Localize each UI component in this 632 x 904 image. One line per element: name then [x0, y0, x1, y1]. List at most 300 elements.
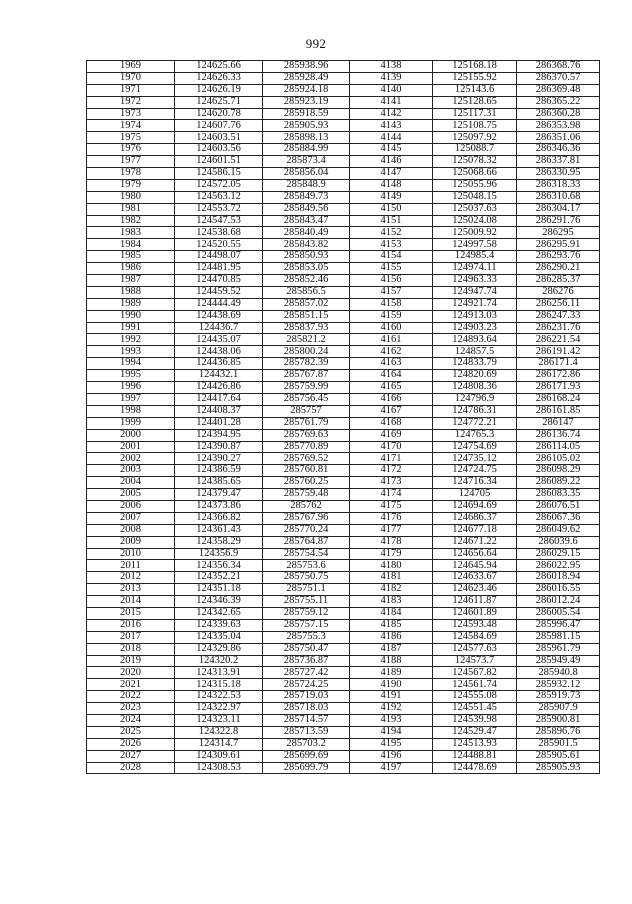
y-coordinate-left: 285699.69 — [263, 750, 350, 762]
y-coordinate-right: 286039.6 — [517, 536, 600, 548]
y-coordinate-left: 285918.59 — [263, 108, 350, 120]
x-coordinate-right: 125155.92 — [433, 72, 517, 84]
y-coordinate-right: 286291.76 — [517, 215, 600, 227]
y-coordinate-left: 285898.13 — [263, 132, 350, 144]
point-number-right: 4175 — [350, 500, 433, 512]
y-coordinate-right: 286005.54 — [517, 607, 600, 619]
point-number-right: 4169 — [350, 429, 433, 441]
y-coordinate-right: 286365.22 — [517, 96, 600, 108]
y-coordinate-right: 285900.81 — [517, 714, 600, 726]
x-coordinate-right: 124677.18 — [433, 524, 517, 536]
y-coordinate-right: 286310.68 — [517, 191, 600, 203]
point-number-right: 4156 — [350, 275, 433, 287]
x-coordinate-right: 124539.98 — [433, 714, 517, 726]
x-coordinate-left: 124379.47 — [175, 489, 263, 501]
x-coordinate-left: 124601.51 — [175, 156, 263, 168]
table-row — [87, 643, 600, 655]
y-coordinate-right: 285981.15 — [517, 631, 600, 643]
x-coordinate-left: 124386.59 — [175, 465, 263, 477]
y-coordinate-left: 285770.89 — [263, 441, 350, 453]
y-coordinate-right: 286114.05 — [517, 441, 600, 453]
table-row — [87, 560, 600, 572]
point-number-left: 1988 — [87, 286, 175, 298]
table-row — [87, 607, 600, 619]
y-coordinate-right: 286067.36 — [517, 512, 600, 524]
y-coordinate-left: 285764.87 — [263, 536, 350, 548]
point-number-right: 4150 — [350, 203, 433, 215]
point-number-right: 4191 — [350, 691, 433, 703]
x-coordinate-left: 124553.72 — [175, 203, 263, 215]
point-number-left: 2015 — [87, 607, 175, 619]
point-number-left: 2020 — [87, 667, 175, 679]
y-coordinate-left: 285856.5 — [263, 286, 350, 298]
y-coordinate-right: 286231.76 — [517, 322, 600, 334]
y-coordinate-left: 285849.73 — [263, 191, 350, 203]
x-coordinate-right: 125078.32 — [433, 156, 517, 168]
table-row — [87, 370, 600, 382]
point-number-right: 4162 — [350, 346, 433, 358]
y-coordinate-left: 285852.46 — [263, 275, 350, 287]
x-coordinate-left: 124444.49 — [175, 298, 263, 310]
y-coordinate-left: 285753.6 — [263, 560, 350, 572]
point-number-right: 4171 — [350, 453, 433, 465]
point-number-right: 4163 — [350, 358, 433, 370]
x-coordinate-right: 125143.6 — [433, 84, 517, 96]
y-coordinate-right: 286295.91 — [517, 239, 600, 251]
point-number-left: 1997 — [87, 393, 175, 405]
x-coordinate-right: 124808.36 — [433, 382, 517, 394]
x-coordinate-right: 124551.45 — [433, 703, 517, 715]
x-coordinate-left: 124625.66 — [175, 61, 263, 73]
y-coordinate-right: 285905.61 — [517, 750, 600, 762]
x-coordinate-right: 124633.67 — [433, 572, 517, 584]
table-row — [87, 120, 600, 132]
point-number-left: 2024 — [87, 714, 175, 726]
table-row — [87, 322, 600, 334]
point-number-left: 1985 — [87, 251, 175, 263]
y-coordinate-right: 286368.76 — [517, 61, 600, 73]
x-coordinate-left: 124329.86 — [175, 643, 263, 655]
x-coordinate-right: 125055.96 — [433, 179, 517, 191]
point-number-right: 4145 — [350, 144, 433, 156]
y-coordinate-left: 285800.24 — [263, 346, 350, 358]
table-row — [87, 334, 600, 346]
x-coordinate-right: 124903.23 — [433, 322, 517, 334]
y-coordinate-left: 285714.57 — [263, 714, 350, 726]
x-coordinate-right: 125088.7 — [433, 144, 517, 156]
x-coordinate-right: 124623.46 — [433, 584, 517, 596]
x-coordinate-left: 124408.37 — [175, 405, 263, 417]
x-coordinate-left: 124572.05 — [175, 179, 263, 191]
x-coordinate-right: 124754.69 — [433, 441, 517, 453]
y-coordinate-right: 286360.28 — [517, 108, 600, 120]
x-coordinate-right: 124735.12 — [433, 453, 517, 465]
point-number-right: 4164 — [350, 370, 433, 382]
point-number-left: 2001 — [87, 441, 175, 453]
x-coordinate-left: 124366.82 — [175, 512, 263, 524]
x-coordinate-right: 124963.33 — [433, 275, 517, 287]
y-coordinate-left: 285724.25 — [263, 679, 350, 691]
y-coordinate-right: 286285.37 — [517, 275, 600, 287]
x-coordinate-right: 124577.63 — [433, 643, 517, 655]
y-coordinate-left: 285849.56 — [263, 203, 350, 215]
point-number-left: 1992 — [87, 334, 175, 346]
x-coordinate-right: 124601.89 — [433, 607, 517, 619]
x-coordinate-right: 124656.64 — [433, 548, 517, 560]
point-number-right: 4140 — [350, 84, 433, 96]
y-coordinate-right: 286191.42 — [517, 346, 600, 358]
point-number-right: 4173 — [350, 477, 433, 489]
table-row — [87, 72, 600, 84]
point-number-left: 2002 — [87, 453, 175, 465]
x-coordinate-left: 124603.56 — [175, 144, 263, 156]
y-coordinate-right: 286105.02 — [517, 453, 600, 465]
y-coordinate-right: 285932.12 — [517, 679, 600, 691]
y-coordinate-left: 285843.47 — [263, 215, 350, 227]
x-coordinate-right: 124488.81 — [433, 750, 517, 762]
y-coordinate-left: 285853.05 — [263, 263, 350, 275]
x-coordinate-left: 124394.95 — [175, 429, 263, 441]
y-coordinate-right: 286256.11 — [517, 298, 600, 310]
point-number-left: 1982 — [87, 215, 175, 227]
point-number-left: 2008 — [87, 524, 175, 536]
y-coordinate-left: 285856.04 — [263, 168, 350, 180]
point-number-right: 4183 — [350, 596, 433, 608]
table-row — [87, 691, 600, 703]
y-coordinate-right: 286353.98 — [517, 120, 600, 132]
x-coordinate-left: 124481.95 — [175, 263, 263, 275]
point-number-right: 4189 — [350, 667, 433, 679]
x-coordinate-right: 124921.74 — [433, 298, 517, 310]
table-row — [87, 132, 600, 144]
point-number-right: 4168 — [350, 417, 433, 429]
table-row — [87, 738, 600, 750]
point-number-right: 4142 — [350, 108, 433, 120]
y-coordinate-left: 285703.2 — [263, 738, 350, 750]
x-coordinate-left: 124314.7 — [175, 738, 263, 750]
point-number-left: 2014 — [87, 596, 175, 608]
y-coordinate-right: 286171.93 — [517, 382, 600, 394]
y-coordinate-right: 286276 — [517, 286, 600, 298]
y-coordinate-left: 285923.19 — [263, 96, 350, 108]
x-coordinate-left: 124361.43 — [175, 524, 263, 536]
point-number-left: 2007 — [87, 512, 175, 524]
x-coordinate-left: 124436.7 — [175, 322, 263, 334]
x-coordinate-left: 124603.51 — [175, 132, 263, 144]
point-number-right: 4190 — [350, 679, 433, 691]
point-number-left: 1998 — [87, 405, 175, 417]
table-row — [87, 263, 600, 275]
point-number-left: 1975 — [87, 132, 175, 144]
x-coordinate-left: 124351.18 — [175, 584, 263, 596]
y-coordinate-right: 286369.48 — [517, 84, 600, 96]
y-coordinate-left: 285782.39 — [263, 358, 350, 370]
point-number-left: 2006 — [87, 500, 175, 512]
x-coordinate-right: 124772.21 — [433, 417, 517, 429]
x-coordinate-left: 124538.68 — [175, 227, 263, 239]
y-coordinate-left: 285719.03 — [263, 691, 350, 703]
point-number-right: 4187 — [350, 643, 433, 655]
point-number-left: 2026 — [87, 738, 175, 750]
table-row — [87, 762, 600, 774]
table-row — [87, 596, 600, 608]
point-number-right: 4180 — [350, 560, 433, 572]
point-number-right: 4161 — [350, 334, 433, 346]
x-coordinate-left: 124438.69 — [175, 310, 263, 322]
x-coordinate-left: 124563.12 — [175, 191, 263, 203]
point-number-right: 4165 — [350, 382, 433, 394]
point-number-left: 1980 — [87, 191, 175, 203]
y-coordinate-left: 285750.75 — [263, 572, 350, 584]
x-coordinate-left: 124459.52 — [175, 286, 263, 298]
point-number-right: 4181 — [350, 572, 433, 584]
table-row — [87, 191, 600, 203]
x-coordinate-right: 124974.11 — [433, 263, 517, 275]
point-number-right: 4166 — [350, 393, 433, 405]
point-number-left: 1987 — [87, 275, 175, 287]
point-number-right: 4148 — [350, 179, 433, 191]
point-number-left: 2025 — [87, 726, 175, 738]
x-coordinate-right: 125097.92 — [433, 132, 517, 144]
x-coordinate-left: 124385.65 — [175, 477, 263, 489]
y-coordinate-left: 285770.24 — [263, 524, 350, 536]
x-coordinate-left: 124322.97 — [175, 703, 263, 715]
x-coordinate-right: 125009.92 — [433, 227, 517, 239]
y-coordinate-left: 285727.42 — [263, 667, 350, 679]
table-row — [87, 631, 600, 643]
point-number-left: 2004 — [87, 477, 175, 489]
y-coordinate-right: 286247.33 — [517, 310, 600, 322]
y-coordinate-left: 285769.52 — [263, 453, 350, 465]
x-coordinate-left: 124547.53 — [175, 215, 263, 227]
coordinates-table — [86, 60, 600, 774]
table-row — [87, 726, 600, 738]
table-row — [87, 655, 600, 667]
point-number-right: 4146 — [350, 156, 433, 168]
x-coordinate-left: 124322.53 — [175, 691, 263, 703]
x-coordinate-right: 124833.79 — [433, 358, 517, 370]
table-row — [87, 405, 600, 417]
y-coordinate-left: 285905.93 — [263, 120, 350, 132]
y-coordinate-right: 286293.76 — [517, 251, 600, 263]
table-row — [87, 346, 600, 358]
x-coordinate-left: 124520.55 — [175, 239, 263, 251]
x-coordinate-left: 124607.76 — [175, 120, 263, 132]
table-row — [87, 168, 600, 180]
x-coordinate-left: 124356.34 — [175, 560, 263, 572]
table-row — [87, 465, 600, 477]
table-row — [87, 536, 600, 548]
x-coordinate-right: 124893.64 — [433, 334, 517, 346]
point-number-right: 4151 — [350, 215, 433, 227]
point-number-left: 1996 — [87, 382, 175, 394]
x-coordinate-left: 124620.78 — [175, 108, 263, 120]
x-coordinate-right: 124573.7 — [433, 655, 517, 667]
y-coordinate-left: 285756.45 — [263, 393, 350, 405]
y-coordinate-left: 285751.1 — [263, 584, 350, 596]
y-coordinate-left: 285938.96 — [263, 61, 350, 73]
point-number-right: 4188 — [350, 655, 433, 667]
point-number-right: 4170 — [350, 441, 433, 453]
table-row — [87, 524, 600, 536]
point-number-right: 4144 — [350, 132, 433, 144]
x-coordinate-right: 124478.69 — [433, 762, 517, 774]
point-number-left: 1971 — [87, 84, 175, 96]
x-coordinate-right: 124716.34 — [433, 477, 517, 489]
page-number: 992 — [305, 36, 327, 51]
table-row — [87, 84, 600, 96]
y-coordinate-left: 285924.18 — [263, 84, 350, 96]
x-coordinate-right: 124913.03 — [433, 310, 517, 322]
point-number-left: 2028 — [87, 762, 175, 774]
y-coordinate-left: 285767.96 — [263, 512, 350, 524]
point-number-left: 2017 — [87, 631, 175, 643]
x-coordinate-left: 124436.85 — [175, 358, 263, 370]
x-coordinate-right: 124947.74 — [433, 286, 517, 298]
x-coordinate-right: 125037.63 — [433, 203, 517, 215]
y-coordinate-left: 285759.99 — [263, 382, 350, 394]
y-coordinate-right: 286172.86 — [517, 370, 600, 382]
x-coordinate-right: 124857.5 — [433, 346, 517, 358]
table-row — [87, 584, 600, 596]
table-row — [87, 572, 600, 584]
point-number-right: 4197 — [350, 762, 433, 774]
y-coordinate-right: 286016.55 — [517, 584, 600, 596]
point-number-left: 1983 — [87, 227, 175, 239]
x-coordinate-left: 124435.07 — [175, 334, 263, 346]
table-row — [87, 227, 600, 239]
point-number-left: 2009 — [87, 536, 175, 548]
y-coordinate-left: 285755.11 — [263, 596, 350, 608]
point-number-left: 2013 — [87, 584, 175, 596]
y-coordinate-right: 285896.76 — [517, 726, 600, 738]
y-coordinate-right: 286012.24 — [517, 596, 600, 608]
y-coordinate-right: 285940.8 — [517, 667, 600, 679]
table-row — [87, 156, 600, 168]
point-number-left: 1989 — [87, 298, 175, 310]
x-coordinate-right: 124529.47 — [433, 726, 517, 738]
x-coordinate-left: 124417.64 — [175, 393, 263, 405]
x-coordinate-left: 124432.1 — [175, 370, 263, 382]
y-coordinate-right: 286136.74 — [517, 429, 600, 441]
point-number-left: 1993 — [87, 346, 175, 358]
y-coordinate-right: 285905.93 — [517, 762, 600, 774]
point-number-left: 2010 — [87, 548, 175, 560]
table-row — [87, 275, 600, 287]
point-number-right: 4195 — [350, 738, 433, 750]
point-number-right: 4141 — [350, 96, 433, 108]
point-number-right: 4176 — [350, 512, 433, 524]
y-coordinate-right: 285907.9 — [517, 703, 600, 715]
point-number-right: 4174 — [350, 489, 433, 501]
point-number-left: 2021 — [87, 679, 175, 691]
y-coordinate-left: 285850.93 — [263, 251, 350, 263]
point-number-left: 1984 — [87, 239, 175, 251]
point-number-left: 2016 — [87, 619, 175, 631]
y-coordinate-right: 286029.15 — [517, 548, 600, 560]
table-row — [87, 619, 600, 631]
point-number-right: 4167 — [350, 405, 433, 417]
table-row — [87, 750, 600, 762]
point-number-right: 4153 — [350, 239, 433, 251]
point-number-right: 4177 — [350, 524, 433, 536]
table-row — [87, 144, 600, 156]
table-row — [87, 441, 600, 453]
y-coordinate-right: 286221.54 — [517, 334, 600, 346]
point-number-left: 1991 — [87, 322, 175, 334]
x-coordinate-left: 124401.28 — [175, 417, 263, 429]
point-number-left: 2022 — [87, 691, 175, 703]
y-coordinate-right: 285996.47 — [517, 619, 600, 631]
point-number-right: 4138 — [350, 61, 433, 73]
y-coordinate-right: 286098.29 — [517, 465, 600, 477]
x-coordinate-left: 124390.27 — [175, 453, 263, 465]
table-row — [87, 203, 600, 215]
table-row — [87, 96, 600, 108]
y-coordinate-right: 286290.21 — [517, 263, 600, 275]
x-coordinate-left: 124356.9 — [175, 548, 263, 560]
point-number-left: 1978 — [87, 168, 175, 180]
x-coordinate-right: 124796.9 — [433, 393, 517, 405]
y-coordinate-left: 285760.25 — [263, 477, 350, 489]
x-coordinate-left: 124358.29 — [175, 536, 263, 548]
table-row — [87, 667, 600, 679]
x-coordinate-right: 124820.69 — [433, 370, 517, 382]
x-coordinate-right: 124561.74 — [433, 679, 517, 691]
y-coordinate-right: 286049.62 — [517, 524, 600, 536]
x-coordinate-right: 124786.31 — [433, 405, 517, 417]
table-row — [87, 358, 600, 370]
y-coordinate-left: 285699.79 — [263, 762, 350, 774]
point-number-right: 4196 — [350, 750, 433, 762]
point-number-left: 1969 — [87, 61, 175, 73]
point-number-right: 4143 — [350, 120, 433, 132]
x-coordinate-left: 124322.8 — [175, 726, 263, 738]
point-number-right: 4152 — [350, 227, 433, 239]
x-coordinate-right: 125024.08 — [433, 215, 517, 227]
y-coordinate-left: 285851.15 — [263, 310, 350, 322]
point-number-left: 1979 — [87, 179, 175, 191]
x-coordinate-right: 124584.69 — [433, 631, 517, 643]
point-number-right: 4139 — [350, 72, 433, 84]
y-coordinate-right: 286304.17 — [517, 203, 600, 215]
y-coordinate-right: 286076.51 — [517, 500, 600, 512]
x-coordinate-left: 124426.86 — [175, 382, 263, 394]
y-coordinate-left: 285762 — [263, 500, 350, 512]
table-row — [87, 310, 600, 322]
point-number-right: 4147 — [350, 168, 433, 180]
point-number-left: 2003 — [87, 465, 175, 477]
y-coordinate-left: 285759.12 — [263, 607, 350, 619]
table-row — [87, 548, 600, 560]
table-body — [87, 61, 600, 774]
y-coordinate-right: 286083.35 — [517, 489, 600, 501]
y-coordinate-right: 286168.24 — [517, 393, 600, 405]
point-number-right: 4184 — [350, 607, 433, 619]
x-coordinate-left: 124373.86 — [175, 500, 263, 512]
point-number-right: 4186 — [350, 631, 433, 643]
table-row — [87, 239, 600, 251]
x-coordinate-right: 124593.48 — [433, 619, 517, 631]
x-coordinate-left: 124352.21 — [175, 572, 263, 584]
y-coordinate-left: 285769.63 — [263, 429, 350, 441]
point-number-left: 1994 — [87, 358, 175, 370]
y-coordinate-right: 286171.4 — [517, 358, 600, 370]
point-number-left: 2011 — [87, 560, 175, 572]
point-number-left: 1990 — [87, 310, 175, 322]
y-coordinate-left: 285736.87 — [263, 655, 350, 667]
y-coordinate-left: 285884.99 — [263, 144, 350, 156]
